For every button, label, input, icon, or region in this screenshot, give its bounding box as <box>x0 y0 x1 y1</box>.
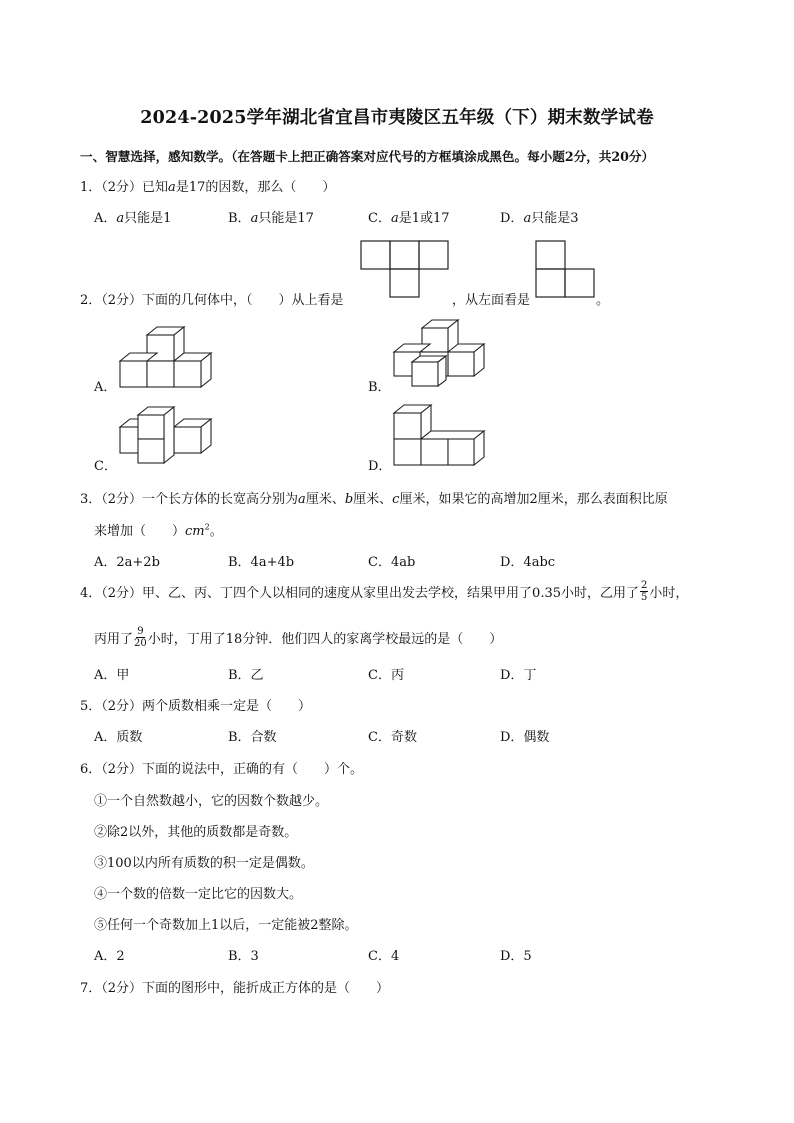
question-5: 5．（2分）两个质数相乘一定是（ ） <box>80 699 312 714</box>
fraction-2-5: $\frac{2}{5}$ <box>641 580 648 603</box>
q5-option-b[interactable]: B．合数 <box>228 730 277 745</box>
question-3: 3．（2分）一个长方体的长宽高分别为a厘米、b厘米、c厘米，如果它的高增加2厘米，那么表面积比原 <box>80 492 668 507</box>
left-view-figure <box>535 240 597 300</box>
q2-option-a-figure[interactable] <box>118 325 214 389</box>
question-3-line2: 来增加（ ）$cm^2$。 <box>94 522 223 539</box>
question-4: 4．（2分）甲、乙、丙、丁四个人以相同的速度从家里出发去学校，结果甲用了0.35小时，乙用了 $\frac{2}{5}$ 小时， <box>80 580 689 603</box>
q6-statement-2: ②除2以外，其他的质数都是奇数。 <box>94 825 298 840</box>
q1-rest: 是17的因数，那么（ ） <box>175 180 336 195</box>
q2-option-c-figure[interactable] <box>118 405 214 469</box>
q1-num: 1．（2分）已知 <box>80 180 169 195</box>
q1-option-a[interactable]: A．a只能是1 <box>94 211 172 226</box>
q1-option-d[interactable]: D．a只能是3 <box>500 211 579 226</box>
q2-option-c-label[interactable]: C． <box>94 459 117 474</box>
q6-option-d[interactable]: D．5 <box>500 949 532 964</box>
section-heading: 一、智慧选择，感知数学。（在答题卡上把正确答案对应代号的方框填涂成黑色。每小题2分，共20分） <box>80 149 655 164</box>
q6-statement-5: ⑤任何一个奇数加上1以后，一定能被2整除。 <box>94 918 358 933</box>
question-6: 6．（2分）下面的说法中，正确的有（ ）个。 <box>80 762 364 777</box>
q5-option-d[interactable]: D．偶数 <box>500 730 550 745</box>
q5-option-c[interactable]: C．奇数 <box>368 730 417 745</box>
question-2-end: 。 <box>596 293 610 308</box>
q2-option-d-label[interactable]: D． <box>368 459 392 474</box>
question-7: 7．（2分）下面的图形中，能折成正方体的是（ ） <box>80 981 390 996</box>
q1-option-c[interactable]: C．a是1或17 <box>368 211 450 226</box>
q3-option-b[interactable]: B．4a+4b <box>228 555 295 570</box>
q2-option-b-label[interactable]: B． <box>368 380 391 395</box>
q4-option-b[interactable]: B．乙 <box>228 668 264 683</box>
q3-option-c[interactable]: C．4ab <box>368 555 416 570</box>
q4-option-c[interactable]: C．丙 <box>368 668 404 683</box>
q6-statement-1: ①一个自然数越小，它的因数个数越少。 <box>94 794 329 809</box>
q6-option-a[interactable]: A．2 <box>94 949 125 964</box>
q6-option-c[interactable]: C．4 <box>368 949 400 964</box>
fraction-9-20: $\frac{9}{20}$ <box>134 626 147 649</box>
question-4-line2: 丙用了 $\frac{9}{20}$ 小时，丁用了18分钟．他们四人的家离学校最远的是（ ） <box>94 626 503 649</box>
q4-option-d[interactable]: D．丁 <box>500 668 537 683</box>
q2-option-d-figure[interactable] <box>392 403 488 467</box>
q2-option-a-label[interactable]: A． <box>94 380 117 395</box>
q1-var: a <box>168 180 176 195</box>
q2-option-b-figure[interactable] <box>392 318 488 390</box>
q1-option-b[interactable]: B．a只能是17 <box>228 211 314 226</box>
q5-option-a[interactable]: A．质数 <box>94 730 143 745</box>
q6-statement-3: ③100以内所有质数的积一定是偶数。 <box>94 856 314 871</box>
question-2-mid: ，从左面看是 <box>452 293 531 308</box>
q3-option-a[interactable]: A．2a+2b <box>94 555 160 570</box>
q4-option-a[interactable]: A．甲 <box>94 668 130 683</box>
q6-option-b[interactable]: B．3 <box>228 949 259 964</box>
page-title: 2024-2025学年湖北省宜昌市夷陵区五年级（下）期末数学试卷 <box>140 108 654 128</box>
question-1 <box>80 176 335 195</box>
q6-statement-4: ④一个数的倍数一定比它的因数大。 <box>94 887 303 902</box>
question-2: 2．（2分）下面的几何体中，（ ）从上看是 <box>80 293 344 308</box>
q3-option-d[interactable]: D．4abc <box>500 555 556 570</box>
top-view-figure <box>360 240 450 300</box>
